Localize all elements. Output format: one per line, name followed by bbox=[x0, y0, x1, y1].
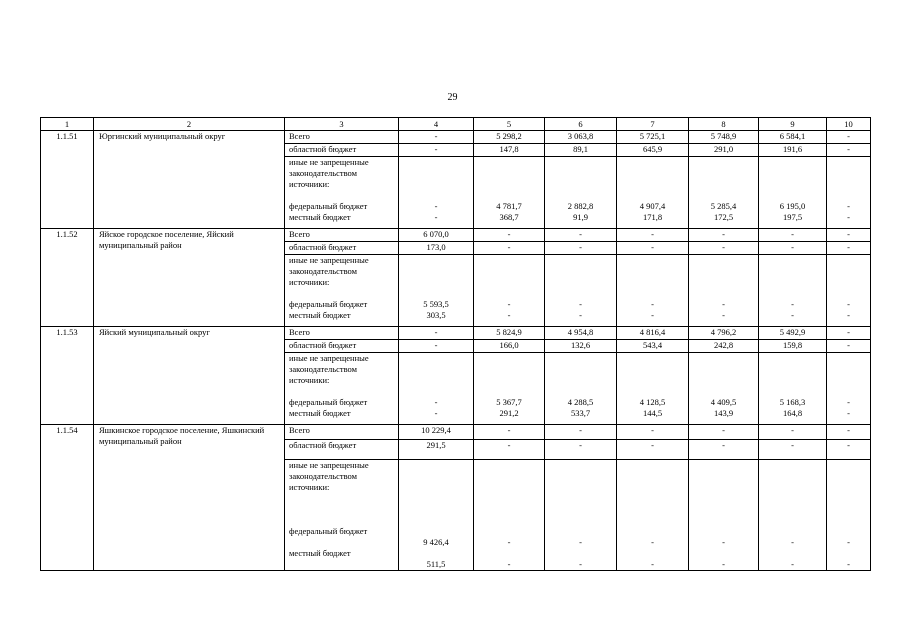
source-label-other: иные не запрещенные законодательством источники: bbox=[289, 157, 369, 189]
source-label-federal: федеральный бюджет bbox=[289, 299, 368, 309]
value-cell: 4 954,8 bbox=[545, 327, 617, 340]
item-number: 1.1.54 bbox=[41, 425, 94, 571]
value-cell: - bbox=[689, 440, 759, 460]
local-value: 172,5 bbox=[713, 212, 734, 222]
value-cell: 5 824,9 bbox=[474, 327, 545, 340]
federal-value: 4 128,5 bbox=[639, 397, 666, 407]
value-cell: - bbox=[399, 144, 474, 157]
value-cell: 173,0 bbox=[399, 242, 474, 255]
value-cell: - bbox=[689, 242, 759, 255]
table-row bbox=[41, 425, 871, 440]
value-cell: 6 070,0 bbox=[399, 229, 474, 242]
value-cell: 4 796,2 bbox=[689, 327, 759, 340]
federal-value: - bbox=[579, 299, 582, 309]
col-header: 5 bbox=[474, 118, 545, 131]
value-cell: 159,8 bbox=[759, 340, 827, 353]
federal-value: - bbox=[507, 299, 511, 309]
source-label-regional: областной бюджет bbox=[285, 440, 399, 460]
col-header: 9 bbox=[759, 118, 827, 131]
value-cell: 3 063,8 bbox=[545, 131, 617, 144]
value-cell: 4 816,4 bbox=[617, 327, 689, 340]
col-header: 7 bbox=[617, 118, 689, 131]
federal-value: 6 195,0 bbox=[779, 201, 806, 211]
local-value: 197,5 bbox=[782, 212, 803, 222]
value-cell: - bbox=[617, 440, 689, 460]
item-number: 1.1.52 bbox=[41, 229, 94, 327]
value-cell: - bbox=[545, 440, 617, 460]
source-label-regional: областной бюджет bbox=[285, 144, 399, 157]
source-label-local: местный бюджет bbox=[289, 310, 351, 320]
municipality-name: Яйское городское поселение, Яйский муниципальный район bbox=[94, 229, 285, 327]
value-cell: - bbox=[827, 340, 871, 353]
federal-value: 5 367,7 bbox=[496, 397, 522, 407]
value-cell: 291,5 bbox=[399, 440, 474, 460]
federal-value: - bbox=[507, 537, 511, 547]
value-cell: - bbox=[545, 242, 617, 255]
value-cell: 191,6 bbox=[759, 144, 827, 157]
value-cell: 132,6 bbox=[545, 340, 617, 353]
value-cell: - bbox=[827, 425, 871, 440]
local-value: 164,8 bbox=[782, 408, 803, 418]
source-label-total: Всего bbox=[285, 425, 399, 440]
source-label-federal: федеральный бюджет bbox=[289, 526, 368, 536]
source-label-local: местный бюджет bbox=[289, 408, 351, 418]
federal-value: 4 409,5 bbox=[710, 397, 737, 407]
local-value: - bbox=[507, 310, 511, 320]
value-cell: 10 229,4 bbox=[399, 425, 474, 440]
federal-value: 4 781,7 bbox=[496, 201, 522, 211]
local-value: 303,5 bbox=[426, 310, 446, 320]
value-cell: 5 298,2 bbox=[474, 131, 545, 144]
source-label-other: иные не запрещенные законодательством источники: bbox=[289, 460, 369, 492]
local-value: - bbox=[434, 212, 438, 222]
value-cell: - bbox=[827, 440, 871, 460]
federal-value: 4 907,4 bbox=[639, 201, 666, 211]
item-number: 1.1.51 bbox=[41, 131, 94, 229]
value-cell: - bbox=[827, 327, 871, 340]
local-value: - bbox=[847, 212, 850, 222]
source-label-regional: областной бюджет bbox=[285, 340, 399, 353]
value-cell: 543,4 bbox=[617, 340, 689, 353]
value-cell: 5 492,9 bbox=[759, 327, 827, 340]
local-value: 91,9 bbox=[573, 212, 588, 222]
value-cell: 242,8 bbox=[689, 340, 759, 353]
local-value: 533,7 bbox=[570, 408, 591, 418]
municipality-name: Юргинский муниципальный округ bbox=[94, 131, 285, 229]
federal-value: - bbox=[791, 299, 794, 309]
item-number: 1.1.53 bbox=[41, 327, 94, 425]
page-number: 29 bbox=[447, 92, 458, 103]
budget-table bbox=[40, 117, 871, 571]
federal-value: - bbox=[847, 201, 850, 211]
source-label-regional: областной бюджет bbox=[285, 242, 399, 255]
federal-value: - bbox=[847, 397, 850, 407]
table-row bbox=[41, 327, 871, 340]
value-cell: - bbox=[474, 440, 545, 460]
federal-value: 5 168,3 bbox=[779, 397, 806, 407]
value-cell: 5 748,9 bbox=[689, 131, 759, 144]
col-header: 1 bbox=[41, 118, 94, 131]
value-cell: - bbox=[759, 440, 827, 460]
value-cell: - bbox=[759, 242, 827, 255]
federal-value: 9 426,4 bbox=[423, 537, 449, 547]
federal-value: - bbox=[434, 201, 438, 211]
source-label-other: иные не запрещенные законодательством источники: bbox=[289, 353, 369, 385]
value-cell: - bbox=[827, 229, 871, 242]
local-value: 368,7 bbox=[499, 212, 519, 222]
col-header: 4 bbox=[399, 118, 474, 131]
value-cell: 147,8 bbox=[474, 144, 545, 157]
source-label-local: местный бюджет bbox=[289, 212, 351, 222]
value-cell: - bbox=[689, 229, 759, 242]
col-header: 2 bbox=[94, 118, 285, 131]
value-cell: 89,1 bbox=[545, 144, 617, 157]
local-value: - bbox=[579, 559, 582, 569]
value-cell: - bbox=[689, 425, 759, 440]
federal-value: - bbox=[722, 299, 725, 309]
value-cell: - bbox=[827, 144, 871, 157]
federal-value: - bbox=[434, 397, 438, 407]
local-value: 171,8 bbox=[642, 212, 663, 222]
value-cell: - bbox=[399, 327, 474, 340]
value-cell: - bbox=[827, 131, 871, 144]
municipality-name: Яшкинское городское поселение, Яшкинский муниципальный район bbox=[94, 425, 285, 571]
federal-value: - bbox=[651, 537, 654, 547]
local-value: 143,9 bbox=[713, 408, 734, 418]
col-header: 10 bbox=[827, 118, 871, 131]
value-cell: - bbox=[617, 425, 689, 440]
local-value: - bbox=[791, 559, 794, 569]
local-value: - bbox=[722, 559, 725, 569]
local-value: - bbox=[579, 310, 582, 320]
local-value: - bbox=[651, 310, 654, 320]
local-value: 511,5 bbox=[426, 559, 446, 569]
col-header: 3 bbox=[285, 118, 399, 131]
federal-value: 4 288,5 bbox=[567, 397, 594, 407]
local-value: - bbox=[507, 559, 511, 569]
federal-value: - bbox=[847, 537, 850, 547]
federal-value: 5 593,5 bbox=[423, 299, 449, 309]
local-value: - bbox=[791, 310, 794, 320]
value-cell: - bbox=[399, 131, 474, 144]
table-row bbox=[41, 131, 871, 144]
local-value: - bbox=[847, 310, 850, 320]
value-cell: 645,9 bbox=[617, 144, 689, 157]
col-header: 8 bbox=[689, 118, 759, 131]
value-cell: - bbox=[545, 425, 617, 440]
value-cell: - bbox=[617, 242, 689, 255]
value-cell: - bbox=[545, 229, 617, 242]
value-cell: 166,0 bbox=[474, 340, 545, 353]
source-label-total: Всего bbox=[285, 131, 399, 144]
local-value: 291,2 bbox=[499, 408, 519, 418]
source-label-federal: федеральный бюджет bbox=[289, 201, 368, 211]
value-cell: - bbox=[474, 229, 545, 242]
local-value: - bbox=[722, 310, 725, 320]
value-cell: - bbox=[474, 425, 545, 440]
federal-value: 2 882,8 bbox=[567, 201, 594, 211]
value-cell: - bbox=[474, 242, 545, 255]
value-cell: - bbox=[827, 242, 871, 255]
value-cell: 291,0 bbox=[689, 144, 759, 157]
local-value: - bbox=[651, 559, 654, 569]
local-value: - bbox=[434, 408, 438, 418]
federal-value: 5 285,4 bbox=[710, 201, 737, 211]
federal-value: - bbox=[847, 299, 850, 309]
federal-value: - bbox=[791, 537, 794, 547]
col-header: 6 bbox=[545, 118, 617, 131]
source-label-local: местный бюджет bbox=[289, 548, 351, 558]
value-cell: - bbox=[759, 229, 827, 242]
municipality-name: Яйский муниципальный округ bbox=[94, 327, 285, 425]
federal-value: - bbox=[651, 299, 654, 309]
value-cell: - bbox=[399, 340, 474, 353]
federal-value: - bbox=[579, 537, 582, 547]
local-value: 144,5 bbox=[642, 408, 663, 418]
source-label-other: иные не запрещенные законодательством источники: bbox=[289, 255, 369, 287]
value-cell: - bbox=[617, 229, 689, 242]
column-header-row bbox=[41, 118, 871, 131]
value-cell: - bbox=[759, 425, 827, 440]
local-value: - bbox=[847, 408, 850, 418]
value-cell: 6 584,1 bbox=[759, 131, 827, 144]
federal-value: - bbox=[722, 537, 725, 547]
local-value: - bbox=[847, 559, 850, 569]
value-cell: 5 725,1 bbox=[617, 131, 689, 144]
table-row bbox=[41, 229, 871, 242]
source-label-total: Всего bbox=[285, 229, 399, 242]
source-label-federal: федеральный бюджет bbox=[289, 397, 368, 407]
source-label-total: Всего bbox=[285, 327, 399, 340]
